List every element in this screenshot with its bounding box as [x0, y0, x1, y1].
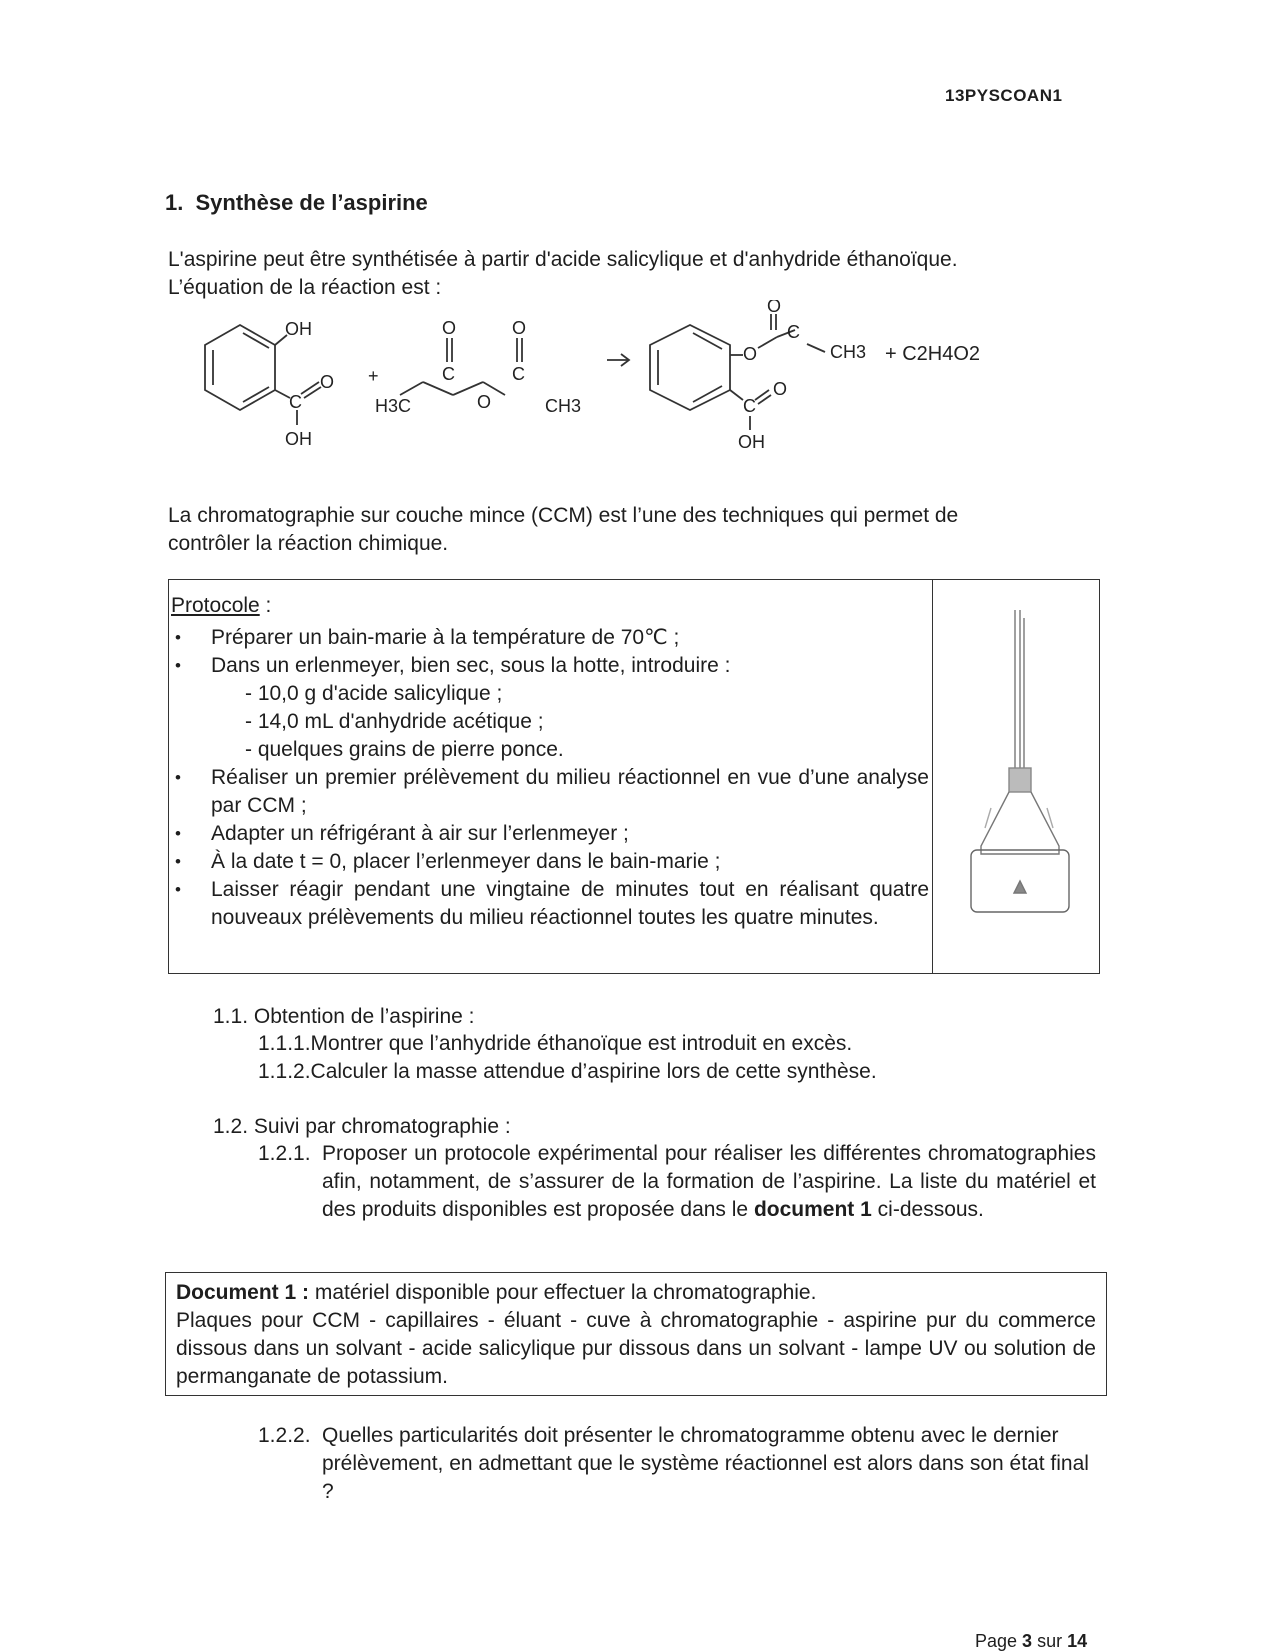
o-label-3: O	[512, 318, 527, 338]
c-label-3: C	[512, 364, 525, 384]
protocol-divider	[932, 580, 933, 973]
document-1-box	[165, 1272, 1107, 1396]
c-label-5: C	[743, 396, 756, 416]
intro-line-1: L'aspirine peut être synthétisée à partir d'acide salicylique et d'anhydride éthanoïque.	[168, 248, 958, 271]
oh-label-2: OH	[285, 429, 312, 449]
q122-text: Quelles particularités doit présenter le chromatogramme obtenu avec le dernier prélèvement, en admettant que le système réactionnel est alors dans son état final ?	[322, 1424, 1089, 1503]
ch3-label-2: CH3	[830, 342, 867, 362]
q122-number: 1.2.2.	[258, 1424, 311, 1447]
q12-title: 1.2. Suivi par chromatographie :	[213, 1115, 511, 1138]
byproduct-label: + C2H4O2	[885, 343, 981, 365]
section-number: 1.	[165, 190, 184, 215]
oh-label-3: OH	[738, 432, 765, 452]
reaction-equation	[195, 300, 1015, 480]
oh-label-1: OH	[285, 319, 312, 339]
protocol-item: • À la date t = 0, placer l’erlenmeyer dans le bain-marie ;	[171, 848, 929, 876]
protocol-title: Protocole	[171, 594, 260, 617]
o-label-6: O	[767, 300, 782, 316]
q11-title: 1.1. Obtention de l’aspirine :	[213, 1005, 475, 1028]
o-label-7: O	[773, 379, 788, 399]
document-1-title: matériel disponible pour effectuer la chromatographie.	[314, 1281, 817, 1304]
apparatus-illustration	[939, 588, 1097, 963]
document-1-reference: document 1	[753, 1198, 872, 1221]
benzene-ring-1	[205, 325, 275, 410]
intro-line-2: L’équation de la réaction est :	[168, 276, 442, 299]
protocol-item: • Préparer un bain-marie à la température de 70℃ ;	[171, 624, 929, 652]
section-heading	[165, 190, 428, 216]
c-label-2: C	[442, 364, 455, 384]
q121-text: Proposer un protocole expérimental pour réaliser les différentes chromatographies afin, notamment, de s’assurer de la formation de l’aspirine. La liste du matériel et des produits disponibles est proposée dans le document 1 ci-dessous.	[322, 1142, 1096, 1221]
q112: 1.1.2.Calculer la masse attendue d’aspirine lors de cette synthèse.	[258, 1060, 877, 1083]
protocol-subitem: - quelques grains de pierre ponce.	[245, 738, 564, 761]
protocol-heading: Protocole :	[171, 594, 272, 617]
document-1-heading	[176, 1279, 1096, 1307]
reaction-equation-figure	[195, 300, 1015, 480]
protocol-list	[171, 624, 929, 932]
protocol-item: • Adapter un réfrigérant à air sur l’erlenmeyer ;	[171, 820, 929, 848]
o-label-2: O	[442, 318, 457, 338]
q121-number: 1.2.1.	[258, 1142, 311, 1165]
protocol-subitem: - 10,0 g d'acide salicylique ;	[245, 682, 503, 705]
document-1-label: Document 1 :	[176, 1281, 310, 1304]
document-code: 13PYSCOAN1	[945, 86, 1063, 105]
o-label-1: O	[320, 372, 335, 392]
section-title: Synthèse de l’aspirine	[195, 190, 428, 215]
protocol-box	[168, 579, 1100, 974]
ccm-line-1: La chromatographie sur couche mince (CCM) est l’une des techniques qui permet de	[168, 504, 959, 527]
c-label-1: C	[289, 392, 302, 412]
benzene-ring-2	[650, 325, 730, 410]
protocol-subitem: - 14,0 mL d'anhydride acétique ;	[245, 710, 544, 733]
document-1-text: Plaques pour CCM - capillaires - éluant - cuve à chromatographie - aspirine pur du commerce dissous dans un solvant - acide salicylique pur dissous dans un solvant - lampe UV ou solution de permanganate de potassium.	[176, 1309, 1096, 1388]
protocol-item: • Laisser réagir pendant une vingtaine de minutes tout en réalisant quatre nouveaux prélèvements du milieu réactionnel toutes les quatre minutes.	[171, 876, 929, 932]
plus-sign-1: +	[368, 366, 379, 386]
q111: 1.1.1.Montrer que l’anhydride éthanoïque est introduit en excès.	[258, 1032, 853, 1055]
o-label-4: O	[477, 392, 492, 412]
h3c-label: H3C	[375, 396, 412, 416]
protocol-text	[169, 580, 929, 973]
o-label-5: O	[743, 344, 758, 364]
ch3-label-1: CH3	[545, 396, 582, 416]
page-number: Page 3 sur 14	[975, 1631, 1088, 1651]
protocol-item: • Dans un erlenmeyer, bien sec, sous la hotte, introduire :	[171, 652, 929, 680]
ccm-line-2: contrôler la réaction chimique.	[168, 532, 449, 555]
c-label-4: C	[787, 322, 800, 342]
protocol-item: • Réaliser un premier prélèvement du milieu réactionnel en vue d’une analyse par CCM ;	[171, 764, 929, 820]
